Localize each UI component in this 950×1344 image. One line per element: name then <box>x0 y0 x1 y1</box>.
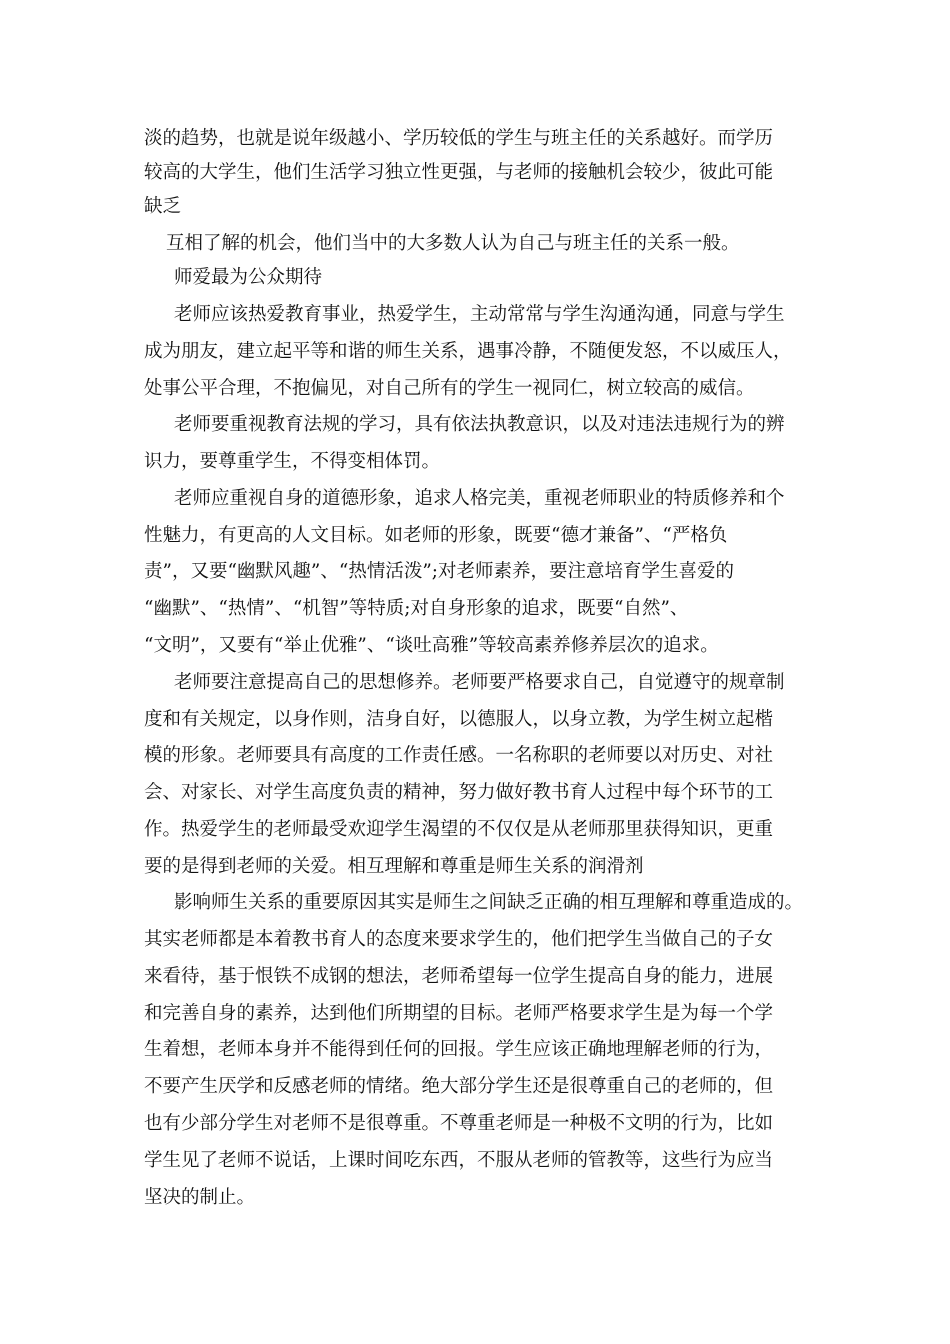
text-line: 淡的趋势，也就是说年级越小、学历较低的学生与班主任的关系越好。而学历 <box>144 128 774 149</box>
paragraph-line: 处事公平合理，不抱偏见，对自己所有的学生一视同仁，树立较高的威信。 <box>144 378 755 399</box>
paragraph-line: 影响师生关系的重要原因其实是师生之间缺乏正确的相互理解和尊重造成的。 <box>174 892 804 913</box>
paragraph-line: “文明”，又要有“举止优雅”、“谈吐高雅”等较高素养修养层次的追求。 <box>144 635 719 656</box>
paragraph-line: 坚决的制止。 <box>144 1187 256 1208</box>
text-line: 缺乏 <box>144 196 182 217</box>
paragraph-line: 和完善自身的素养，达到他们所期望的目标。老师严格要求学生是为每一个学 <box>144 1003 774 1024</box>
paragraph-line: 学生见了老师不说话，上课时间吃东西，不服从老师的管教等，这些行为应当 <box>144 1150 774 1171</box>
paragraph-line: 作。热爱学生的老师最受欢迎学生渴望的不仅仅是从老师那里获得知识，更重 <box>144 819 774 840</box>
paragraph-line: 老师应该热爱教育事业，热爱学生，主动常常与学生沟通沟通，同意与学生 <box>174 304 785 325</box>
paragraph-line: 要的是得到老师的关爱。相互理解和尊重是师生关系的润滑剂 <box>144 856 644 877</box>
paragraph-line: 老师应重视自身的道德形象，追求人格完美，重视老师职业的特质修养和个 <box>174 488 785 509</box>
paragraph-line: 会、对家长、对学生高度负责的精神，努力做好教书育人过程中每个环节的工 <box>144 782 774 803</box>
paragraph-line: 生着想，老师本身并不能得到任何的回报。学生应该正确地理解老师的行为， <box>144 1039 774 1060</box>
paragraph-line: 成为朋友，建立起平等和谐的师生关系，遇事冷静，不随便发怒，不以威压人， <box>144 341 792 362</box>
paragraph-line: 责”，又要“幽默风趣”、“热情活泼”;对老师素养，要注意培育学生喜爱的 <box>144 561 735 582</box>
paragraph-line: 其实老师都是本着教书育人的态度来要求学生的，他们把学生当做自己的子女 <box>144 929 774 950</box>
text-line: 较高的大学生，他们生活学习独立性更强，与老师的接触机会较少，彼此可能 <box>144 162 774 183</box>
paragraph-line: 性魅力，有更高的人文目标。如老师的形象，既要“德才兼备”、“严格负 <box>144 525 728 546</box>
text-line: 互相了解的机会，他们当中的大多数人认为自己与班主任的关系一般。 <box>166 233 740 254</box>
paragraph-line: 老师要重视教育法规的学习，具有依法执教意识，以及对违法违规行为的辨 <box>174 414 785 435</box>
paragraph-line: 老师要注意提高自己的思想修养。老师要严格要求自己，自觉遵守的规章制 <box>174 672 785 693</box>
paragraph-line: 来看待，基于恨铁不成钢的想法，老师希望每一位学生提高自身的能力，进展 <box>144 966 774 987</box>
paragraph-line: 模的形象。老师要具有高度的工作责任感。一名称职的老师要以对历史、对社 <box>144 745 774 766</box>
section-heading: 师爱最为公众期待 <box>174 267 323 288</box>
paragraph-line: “幽默”、“热情”、“机智”等特质;对自身形象的追求，既要“自然”、 <box>144 598 689 619</box>
paragraph-line: 不要产生厌学和反感老师的情绪。绝大部分学生还是很尊重自己的老师的，但 <box>144 1076 774 1097</box>
paragraph-line: 识力，要尊重学生，不得变相体罚。 <box>144 451 441 472</box>
paragraph-line: 度和有关规定，以身作则，洁身自好，以德服人，以身立教，为学生树立起楷 <box>144 709 774 730</box>
paragraph-line: 也有少部分学生对老师不是很尊重。不尊重老师是一种极不文明的行为，比如 <box>144 1113 774 1134</box>
